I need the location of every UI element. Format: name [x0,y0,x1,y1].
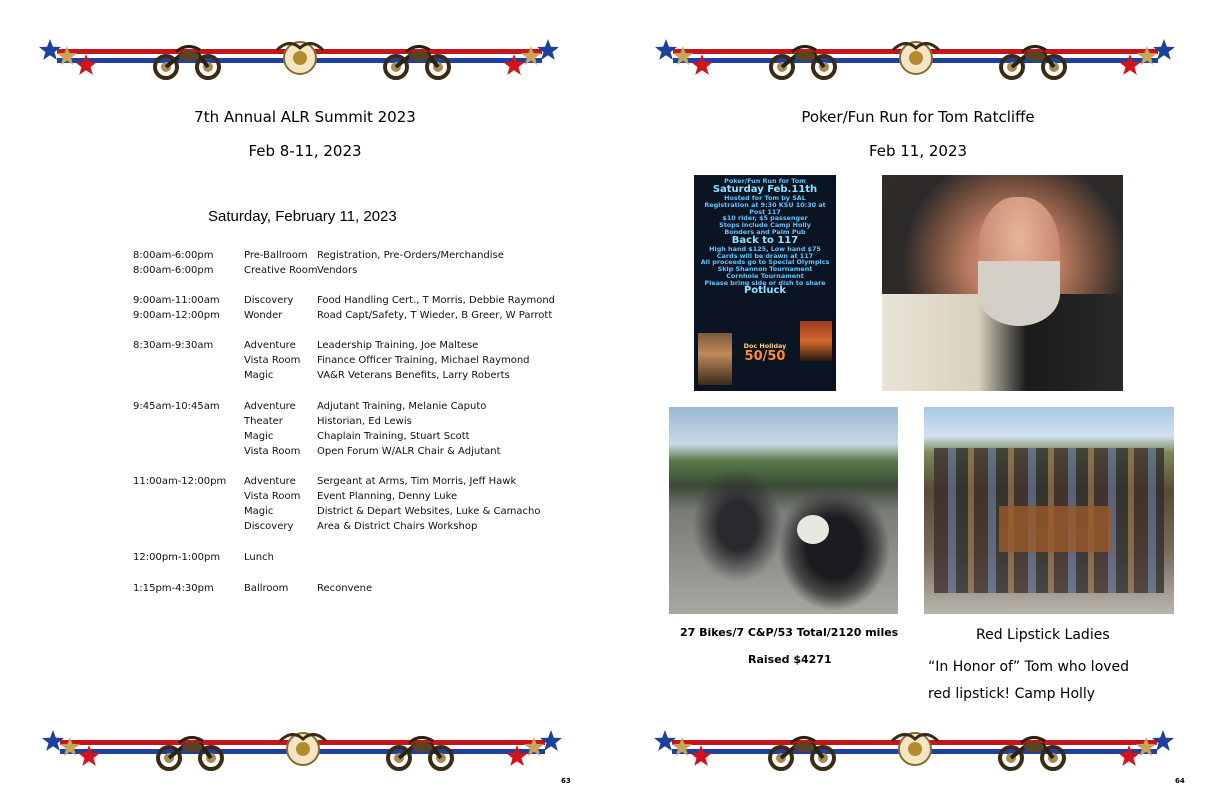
schedule-event: Food Handling Cert., T Morris, Debbie Raymond [317,295,556,306]
schedule-table [133,248,556,608]
schedule-time: 8:30am-9:30am [133,340,214,351]
poster-line: Please bring side or dish to share [704,278,826,287]
page-title: 7th Annual ALR Summit 2023 [194,108,416,126]
poster-line: 50/50 [744,348,786,364]
schedule-room: Ballroom [244,583,289,594]
schedule-room: Discovery [244,521,294,532]
poster-line: Hosted for Tom by SAL [724,194,806,203]
schedule-room: Discovery [244,295,294,306]
page-number-right: 64 [1175,777,1185,785]
schedule-time: 8:00am-6:00pm [133,250,214,261]
schedule-room: Magic [244,431,274,442]
schedule-time: 9:45am-10:45am [133,401,220,412]
schedule-time: 1:15pm-4:30pm [133,583,214,594]
poster-line: Skip Shannon Tournament [717,265,813,274]
schedule-room: Magic [244,370,274,381]
portrait-photo [882,175,1123,391]
poster-line: Cornhole Tournament [726,271,804,280]
bikes-caption: 27 Bikes/7 C&P/53 Total/2120 miles [680,626,899,639]
top-banner-left [37,36,562,86]
bottom-banner-right [652,727,1177,777]
schedule-room: Adventure [244,476,296,487]
poster-line: Doc Holiday [743,341,787,350]
schedule-event: Finance Officer Training, Michael Raymond [317,355,530,366]
motorcycles-photo [669,407,898,614]
poster-line: Back to 117 [731,234,799,246]
page-dates: Feb 8-11, 2023 [248,142,362,160]
poster-line: All proceeds go to Special Olympics [700,258,830,267]
schedule-room: Creative Room [244,265,318,276]
schedule-event: VA&R Veterans Benefits, Larry Roberts [317,370,510,381]
schedule-room: Pre-Ballroom [244,250,308,261]
schedule-event: Chaplain Training, Stuart Scott [317,431,470,442]
schedule-event: Reconvene [317,583,373,594]
page-number: 63 [561,777,571,785]
schedule-event: Area & District Chairs Workshop [317,521,478,532]
schedule-time: 9:00am-12:00pm [133,310,220,321]
schedule-room: Magic [244,506,274,517]
group-photo [924,407,1174,614]
honor-caption-line2: red lipstick! Camp Holly [928,686,1096,702]
poster-photo-left [698,333,732,385]
schedule-event: Adjutant Training, Melanie Caputo [317,401,487,412]
poster-line: Poker/Fun Run for Tom [724,177,806,185]
schedule-time: 11:00am-12:00pm [133,476,227,487]
day-heading: Saturday, February 11, 2023 [208,208,397,225]
honor-caption-line1: “In Honor of” Tom who loved [928,659,1130,675]
poster-line: Bonders and Palm Pub [724,227,806,236]
ladies-caption: Red Lipstick Ladies [976,627,1110,643]
schedule-room: Vista Room [244,355,301,366]
schedule-room: Adventure [244,340,296,351]
schedule-event: District & Depart Websites, Luke & Camacho [317,506,541,517]
schedule-event: Vendors [317,265,358,276]
poster-line: Registration at 9:30 KSU 10:30 at Post 117 [704,200,826,216]
schedule-time: 9:00am-11:00am [133,295,220,306]
schedule-room: Lunch [244,552,274,563]
schedule-event: Event Planning, Denny Luke [317,491,458,502]
schedule-event: Leadership Training, Joe Maltese [317,340,479,351]
schedule-event: Registration, Pre-Orders/Merchandise [317,250,504,261]
schedule-room: Vista Room [244,491,301,502]
schedule-room: Theater [244,416,283,427]
schedule-event: Open Forum W/ALR Chair & Adjutant [317,446,501,457]
schedule-room: Wonder [244,310,283,321]
page-date-right: Feb 11, 2023 [868,142,968,160]
poster-line: Cards will be drawn at 117 [716,251,814,260]
poster-line: $10 rider, $5 passenger [722,214,808,223]
schedule-room: Vista Room [244,446,301,457]
schedule-room: Adventure [244,401,296,412]
bottom-banner-left [40,727,565,777]
poster-line: Potluck [743,285,787,297]
schedule-time: 12:00pm-1:00pm [133,552,221,563]
poster-line: High hand $125, Low hand $75 [709,245,821,254]
raised-caption: Raised $4271 [748,653,832,666]
schedule-event: Road Capt/Safety, T Wieder, B Greer, W Parrott [317,310,553,321]
page-title-right: Poker/Fun Run for Tom Ratcliffe [801,108,1035,126]
poster-line: Saturday Feb.11th [712,183,818,195]
schedule-time: 8:00am-6:00pm [133,265,214,276]
top-banner-right [653,36,1178,86]
poster-line: Stops include Camp Holly [719,221,811,230]
schedule-event: Historian, Ed Lewis [317,416,412,427]
event-poster [694,175,836,391]
schedule-event: Sergeant at Arms, Tim Morris, Jeff Hawk [317,476,517,487]
poster-photo-right [800,321,832,361]
